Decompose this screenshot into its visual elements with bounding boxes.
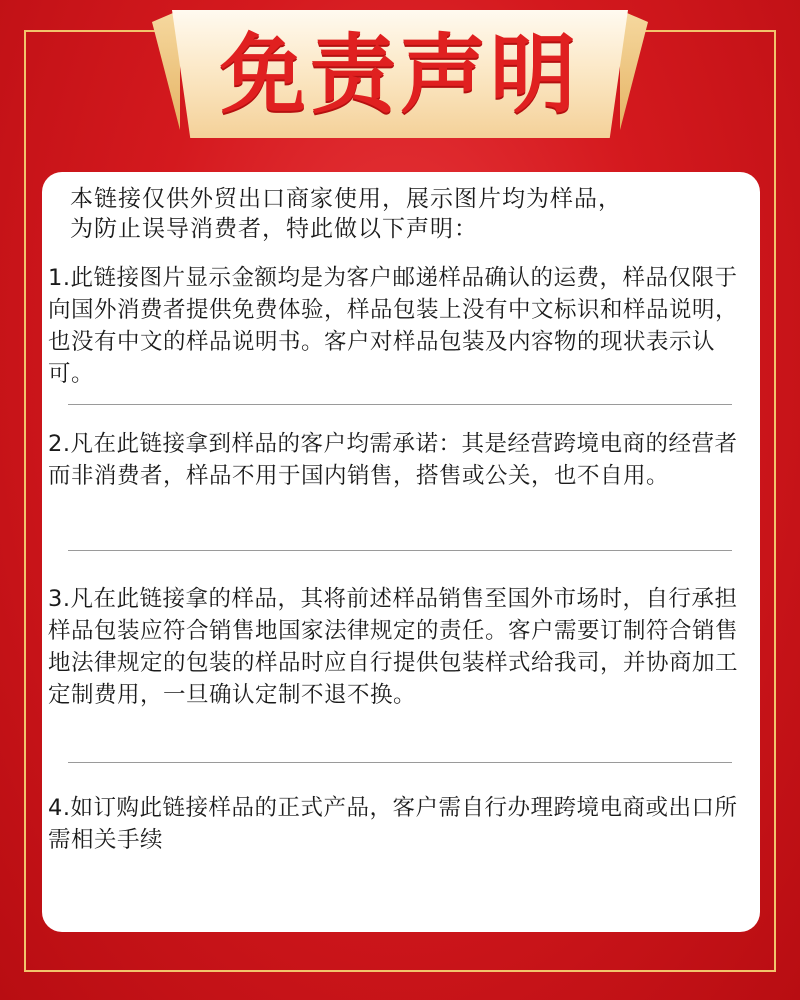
disclaimer-item-3: 3.凡在此链接拿的样品，其将前述样品销售至国外市场时，自行承担样品包装应符合销售地国家法律规定的责任。客户需要订制符合销售地法律规定的包装的样品时应自行提供包装样式给我司，并协商加工定制费用，一旦确认定制不退不换。 xyxy=(48,586,739,708)
divider xyxy=(68,762,732,763)
page-title: 免责声明 xyxy=(220,25,580,125)
disclaimer-item-2: 2.凡在此链接拿到样品的客户均需承诺：其是经营跨境电商的经营者而非消费者，样品不用于国内销售，搭售或公关，也不自用。 xyxy=(48,431,738,489)
disclaimer-card xyxy=(42,172,760,932)
divider xyxy=(68,404,732,405)
intro-text: 本链接仅供外贸出口商家使用，展示图片均为样品， 为防止误导消费者，特此做以下声明： xyxy=(70,186,622,242)
divider xyxy=(68,550,732,551)
disclaimer-item-4: 4.如订购此链接样品的正式产品，客户需自行办理跨境电商或出口所需相关手续 xyxy=(48,795,738,853)
disclaimer-item-1: 1.此链接图片显示金额均是为客户邮递样品确认的运费，样品仅限于向国外消费者提供免费体验，样品包装上没有中文标识和样品说明，也没有中文的样品说明书。客户对样品包装及内容物的现状表示认可。 xyxy=(48,265,739,387)
